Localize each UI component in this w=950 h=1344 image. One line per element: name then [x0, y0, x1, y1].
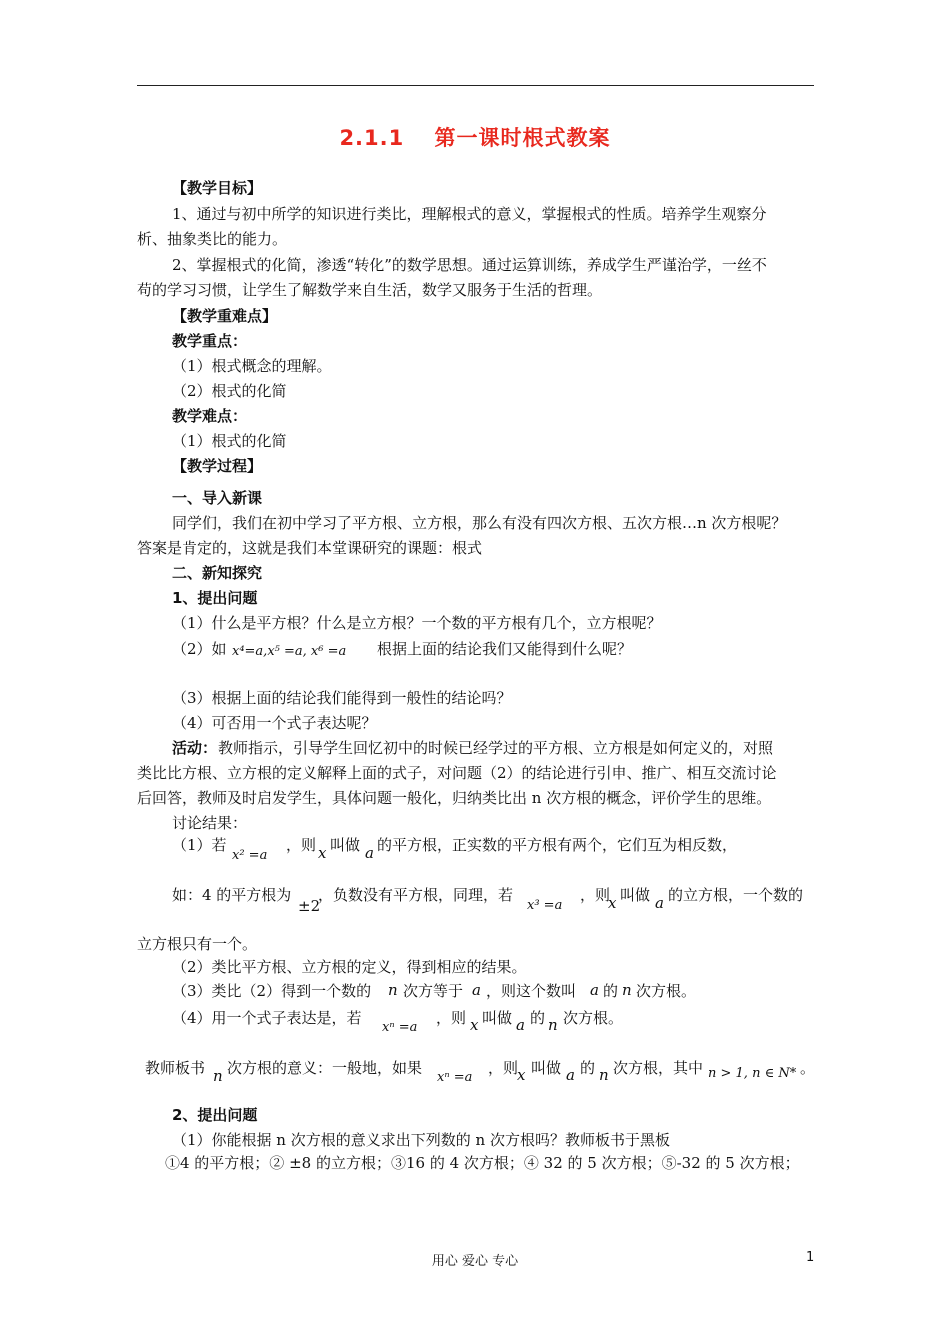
difficulty-item-1: （1）根式的化简 [172, 432, 287, 450]
discussion-label: 讨论结果： [172, 814, 248, 832]
result-4-of: 的 [530, 1009, 546, 1027]
board-definition: 次方根的意义：一般地，如果 [227, 1059, 423, 1077]
activity-line-3: 后回答，教师及时启发学生，具体问题一般化，归纳类比出 n 次方根的概念，评价学生的思维。 [137, 789, 772, 807]
page-title: 2.1.1 第一课时根式教案 [339, 126, 611, 150]
result-1-prefix: （1）若 [172, 836, 227, 854]
goal-2-line-2: 苟的学习习惯，让学生了解数学来自生活，数学又服务于生活的哲理。 [137, 281, 603, 299]
result-3-called: ，则这个数叫 [486, 982, 577, 1000]
question-2-text: 根据上面的结论我们又能得到什么呢？ [377, 640, 633, 658]
process-heading: 【教学过程】 [172, 457, 263, 475]
goal-1-line-1: 1、通过与初中所学的知识进行类比，理解根式的意义，掌握根式的性质。培养学生观察分 [172, 205, 767, 223]
board-called: 叫做 [531, 1059, 562, 1077]
key-label: 教学重点： [172, 332, 248, 350]
example-tail: 的立方根，一个数的 [668, 886, 804, 904]
result-3-power: 次方等于 [403, 982, 464, 1000]
page-number: 1 [806, 1250, 815, 1265]
result-3-a1: a [472, 981, 481, 999]
result-3-a2: a [590, 981, 599, 999]
result-4-x: x [470, 1016, 479, 1034]
section-2-heading: 二、新知探究 [172, 564, 263, 582]
subsection-2-heading: 2、提出问题 [172, 1106, 258, 1124]
problem-1: （1）你能根据 n 次方根的意义求出下列数的 n 次方根吗？教师板书于黑板 [172, 1131, 670, 1149]
question-2-label: （2）如 [172, 640, 227, 658]
example-a: a [655, 894, 664, 912]
intro-line-1: 同学们，我们在初中学习了平方根、立方根，那么有没有四次方根、五次方根…n 次方根呢？ [172, 514, 787, 532]
keypoints-heading: 【教学重难点】 [172, 307, 278, 325]
board-x: x [517, 1066, 526, 1084]
result-4-then: ，则 [436, 1009, 467, 1027]
board-a: a [566, 1066, 575, 1084]
subsection-1-heading: 1、提出问题 [172, 589, 258, 607]
result-3-n: n [388, 981, 398, 999]
goal-1-line-2: 析、抽象类比的能力。 [137, 230, 288, 248]
example-called: 叫做 [620, 886, 651, 904]
question-2-formula: x⁴=a,x⁵ =a, x⁶ =a [232, 644, 347, 659]
result-2: （2）类比平方根、立方根的定义，得到相应的结果。 [172, 958, 527, 976]
board-n: n [213, 1067, 223, 1085]
difficulty-label: 教学难点： [172, 407, 248, 425]
result-3-of: 的 [603, 982, 619, 1000]
goals-heading: 【教学目标】 [172, 179, 263, 197]
question-4: （4）可否用一个式子表达呢？ [172, 714, 377, 732]
result-3-prefix: （3）类比（2）得到一个数的 [172, 982, 372, 1000]
goal-2-line-1: 2、掌握根式的化简，渗透“转化”的数学思想。通过运算训练，养成学生严谨治学，一丝不 [172, 256, 767, 274]
result-4-n: n [548, 1016, 558, 1034]
intro-line-2: 答案是肯定的，这就是我们本堂课研究的课题：根式 [137, 539, 483, 557]
problem-list: ①4 的平方根；② ±8 的立方根；③16 的 4 次方根；④ 32 的 5 次方根；⑤-32 的 5 次方根； [165, 1154, 800, 1172]
result-4-a: a [516, 1016, 525, 1034]
board-condition: n > 1, n ∈ N* [708, 1066, 797, 1081]
key-item-2: （2）根式的化简 [172, 382, 287, 400]
board-of: 的 [580, 1059, 596, 1077]
example-x: x [608, 894, 617, 912]
result-1-text: 的平方根，正实数的平方根有两个，它们互为相反数， [377, 836, 738, 854]
board-n2: n [599, 1066, 609, 1084]
result-4-prefix: （4）用一个式子表达是，若 [172, 1009, 362, 1027]
key-item-1: （1）根式概念的理解。 [172, 357, 332, 375]
question-3: （3）根据上面的结论我们能得到一般性的结论吗？ [172, 689, 512, 707]
example-plus-minus: ±2 [298, 897, 321, 915]
example-continued: 立方根只有一个。 [137, 935, 258, 953]
question-1: （1）什么是平方根？什么是立方根？一个数的平方根有几个，立方根呢？ [172, 614, 662, 632]
result-3-n2: n [622, 981, 632, 999]
result-1-formula: x² =a [232, 848, 268, 863]
section-1-heading: 一、导入新课 [172, 489, 263, 507]
board-formula: xⁿ =a [437, 1070, 473, 1085]
board-then: ，则 [488, 1059, 519, 1077]
activity-line-1: 教师指示，引导学生回忆初中的时候已经学过的平方根、立方根是如何定义的，对照 [218, 739, 774, 757]
header-rule [137, 85, 814, 86]
board-period: 。 [800, 1059, 816, 1077]
example-text: ，负数没有平方根，同理，若 [318, 886, 514, 904]
result-1-a: a [365, 844, 374, 862]
board-prefix: 教师板书 [145, 1059, 206, 1077]
example-formula: x³ =a [527, 898, 563, 913]
result-4-tail: 次方根。 [563, 1009, 624, 1027]
example-prefix: 如：4 的平方根为 [172, 886, 292, 904]
activity-label: 活动： [172, 739, 218, 757]
activity-line-2: 类比比方根、立方根的定义解释上面的式子，对问题（2）的结论进行引申、推广、相互交流讨论 [137, 764, 777, 782]
result-3-tail: 次方根。 [636, 982, 697, 1000]
footer-motto: 用心 爱心 专心 [431, 1254, 519, 1269]
result-1-called: 叫做 [330, 836, 361, 854]
result-1-x: x [318, 844, 327, 862]
result-4-called: 叫做 [482, 1009, 513, 1027]
result-1-then: ，则 [286, 836, 317, 854]
result-4-formula: xⁿ =a [382, 1020, 418, 1035]
board-text: 次方根，其中 [613, 1059, 704, 1077]
example-then: ，则 [580, 886, 611, 904]
